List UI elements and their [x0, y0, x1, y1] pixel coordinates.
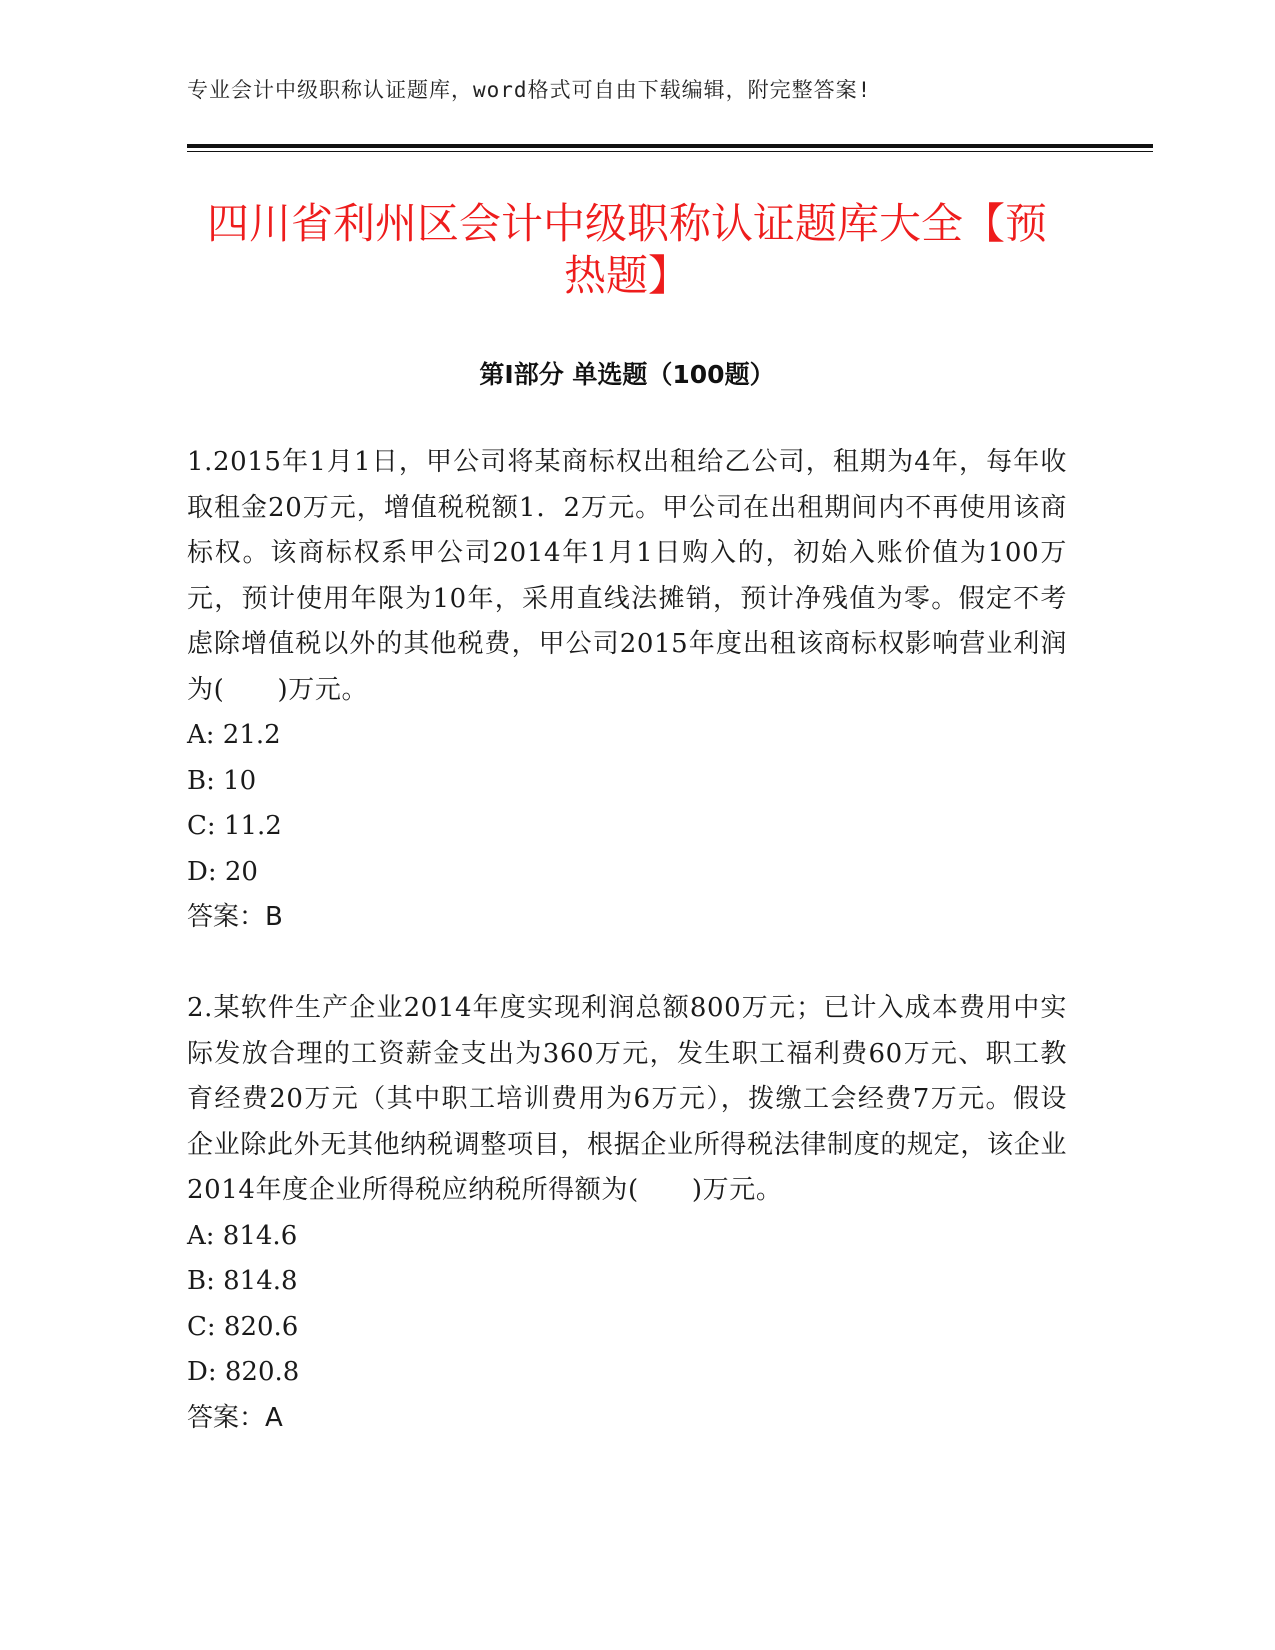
question-2	[187, 986, 1067, 1441]
section-title: 第I部分 单选题（100题）	[479, 360, 775, 389]
option-b: B: 10	[187, 765, 257, 796]
question-stem: 2.某软件生产企业2014年度实现利润总额800万元；已计入成本费用中实际发放合理的工资薪金支出为360万元，发生职工福利费60万元、职工教育经费20万元（其中职工培训费用为6万元），拨缴工会经费7万元。假设企业除此外无其他纳税调整项目，根据企业所得税法律制度的规定，该企业2014年度企业所得税应纳税所得额为( )万元。	[187, 993, 1067, 1205]
option-c: C: 820.6	[187, 1311, 299, 1342]
option-b: B: 814.8	[187, 1266, 298, 1296]
header-note: 专业会计中级职称认证题库，word格式可自由下载编辑，附完整答案!	[187, 78, 872, 102]
answer: 答案：A	[187, 1402, 283, 1433]
option-a: A: 814.6	[187, 1220, 298, 1251]
question-1	[187, 440, 1067, 941]
option-a: A: 21.2	[187, 720, 281, 750]
header-rule-thin	[187, 151, 1153, 152]
answer: 答案：B	[187, 902, 283, 932]
document-title: 四川省利州区会计中级职称认证题库大全【预热题】	[206, 199, 1047, 300]
option-d: D: 20	[187, 856, 258, 887]
header-rule-thick	[187, 144, 1153, 148]
question-stem: 1.2015年1月1日，甲公司将某商标权出租给乙公司，租期为4年，每年收取租金20万元，增值税税额1．2万元。甲公司在出租期间内不再使用该商标权。该商标权系甲公司2014年1月1日购入的，初始入账价值为100万元，预计使用年限为10年，采用直线法摊销，预计净残值为零。假定不考虑除增值税以外的其他税费，甲公司2015年度出租该商标权影响营业利润为( )万元。	[187, 447, 1067, 705]
option-d: D: 820.8	[187, 1357, 300, 1387]
option-c: C: 11.2	[187, 811, 282, 841]
